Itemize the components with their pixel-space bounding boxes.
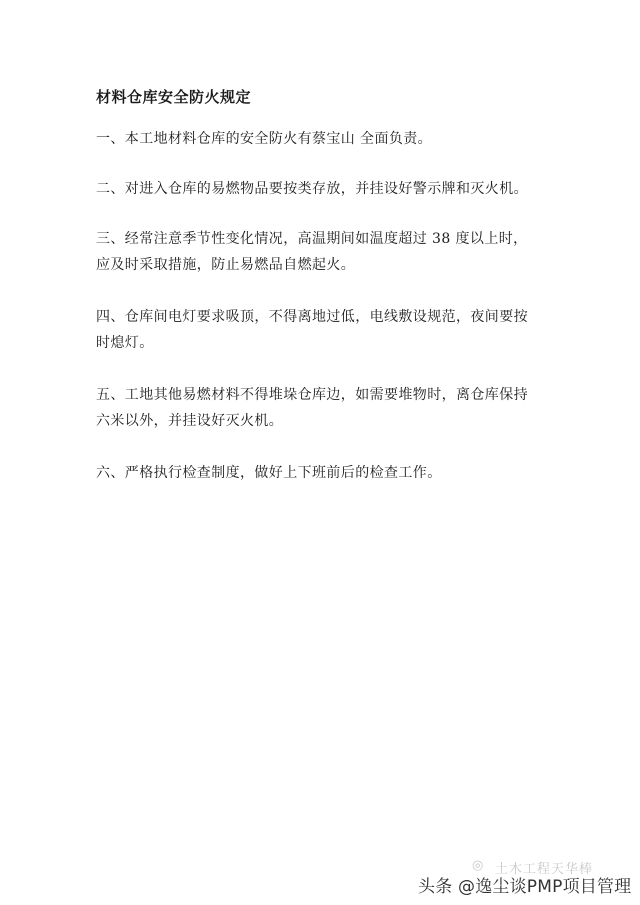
faint-watermark-text: 土木工程天华棒 [495, 862, 594, 877]
paragraph-2 [96, 176, 556, 202]
paragraph-4 [96, 304, 556, 356]
paragraph-line: 一、本工地材料仓库的安全防火有蔡宝山 全面负责。 [96, 131, 433, 147]
document-title: 材料仓库安全防火规定 [96, 88, 252, 106]
paragraph-line: 时熄灯。 [96, 335, 154, 351]
paragraph-6 [96, 460, 556, 486]
paragraph-5 [96, 382, 556, 434]
paragraph-line: 六、严格执行检查制度，做好上下班前后的检查工作。 [96, 465, 442, 481]
paragraph-3 [96, 226, 556, 278]
watermark-logo-icon: ◎ [472, 858, 484, 873]
paragraph-line: 三、经常注意季节性变化情况，高温期间如温度超过 38 度以上时， [96, 231, 528, 247]
paragraph-line: 二、对进入仓库的易燃物品要按类存放，并挂设好警示牌和灭火机。 [96, 181, 528, 197]
paragraph-1 [96, 126, 556, 152]
paragraph-line: 应及时采取措施，防止易燃品自燃起火。 [96, 257, 356, 273]
paragraph-line: 四、仓库间电灯要求吸顶，不得离地过低，电线敷设规范，夜间要按 [96, 309, 528, 325]
paragraph-line: 五、工地其他易燃材料不得堆垛仓库边，如需要堆物时，离仓库保持 [96, 387, 528, 403]
source-credit-watermark: 头条 @逸尘谈PMP项目管理 [418, 877, 632, 897]
paragraph-line: 六米以外，并挂设好灭火机。 [96, 413, 284, 429]
